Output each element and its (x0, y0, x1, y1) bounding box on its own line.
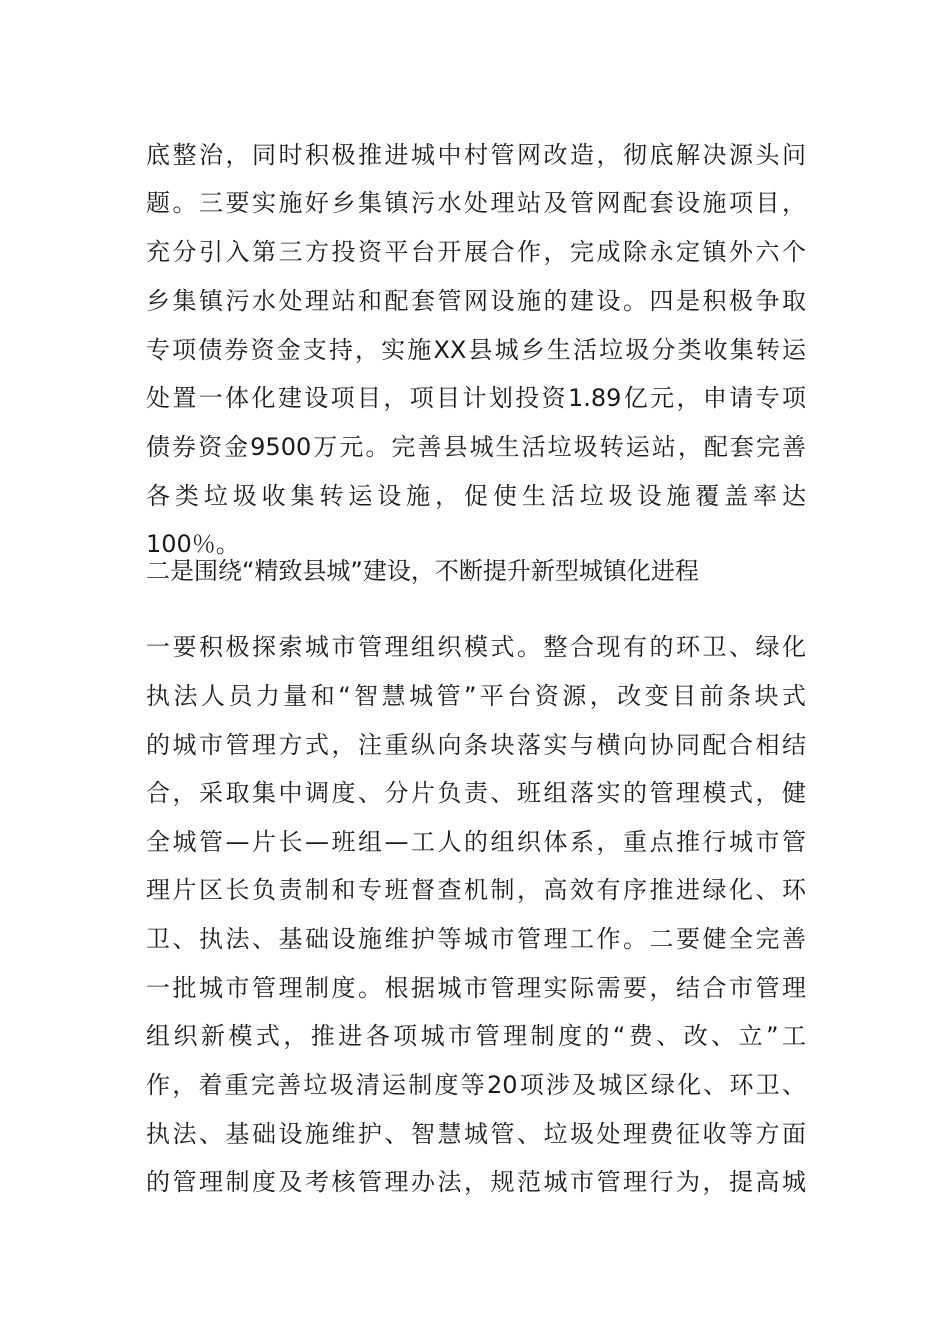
body-text-line: 债券资金9500万元。完善县城生活垃圾转运站，配套完善 (146, 433, 806, 461)
body-text-line: 执法人员力量和“智慧城管”平台资源，改变目前条块式 (146, 682, 806, 710)
body-text-line: 乡集镇污水处理站和配套管网设施的建设。四是积极争取 (146, 287, 806, 315)
body-text-line: 合，采取集中调度、分片负责、班组落实的管理模式，健 (146, 779, 806, 807)
body-text-line: 卫、执法、基础设施维护等城市管理工作。二要健全完善 (146, 925, 806, 953)
body-text-line: 执法、基础设施维护、智慧城管、垃圾处理费征收等方面 (146, 1120, 806, 1148)
body-text-line: 一要积极探索城市管理组织模式。整合现有的环卫、绿化 (146, 633, 806, 661)
body-text-line: 的城市管理方式，注重纵向条块落实与横向协同配合相结 (146, 731, 806, 759)
body-text-line: 充分引入第三方投资平台开展合作，完成除永定镇外六个 (146, 238, 806, 266)
body-text-line: 全城管—片长—班组—工人的组织体系，重点推行城市管 (146, 828, 806, 856)
body-text-line: 一批城市管理制度。根据城市管理实际需要，结合市管理 (146, 974, 806, 1002)
body-text-line: 作，着重完善垃圾清运制度等20项涉及城区绿化、环卫、 (146, 1071, 806, 1099)
body-text-line: 100％。 (146, 530, 240, 558)
body-text-line: 组织新模式，推进各项城市管理制度的“费、改、立”工 (146, 1022, 806, 1050)
body-text-line: 各类垃圾收集转运设施，促使生活垃圾设施覆盖率达 (146, 482, 806, 510)
body-text-line: 理片区长负责制和专班督查机制，高效有序推进绿化、环 (146, 876, 806, 904)
body-text-line: 的管理制度及考核管理办法，规范城市管理行为，提高城 (146, 1168, 806, 1196)
body-text-line: 题。三要实施好乡集镇污水处理站及管网配套设施项目， (146, 189, 806, 217)
section-heading: 二是围绕“精致县城”建设，不断提升新型城镇化进程 (146, 557, 699, 585)
body-text-line: 底整治，同时积极推进城中村管网改造，彻底解决源头问 (146, 141, 806, 169)
body-text-line: 处置一体化建设项目，项目计划投资1.89亿元，申请专项 (146, 384, 806, 412)
body-text-line: 专项债券资金支持，实施XX县城乡生活垃圾分类收集转运 (146, 336, 806, 364)
